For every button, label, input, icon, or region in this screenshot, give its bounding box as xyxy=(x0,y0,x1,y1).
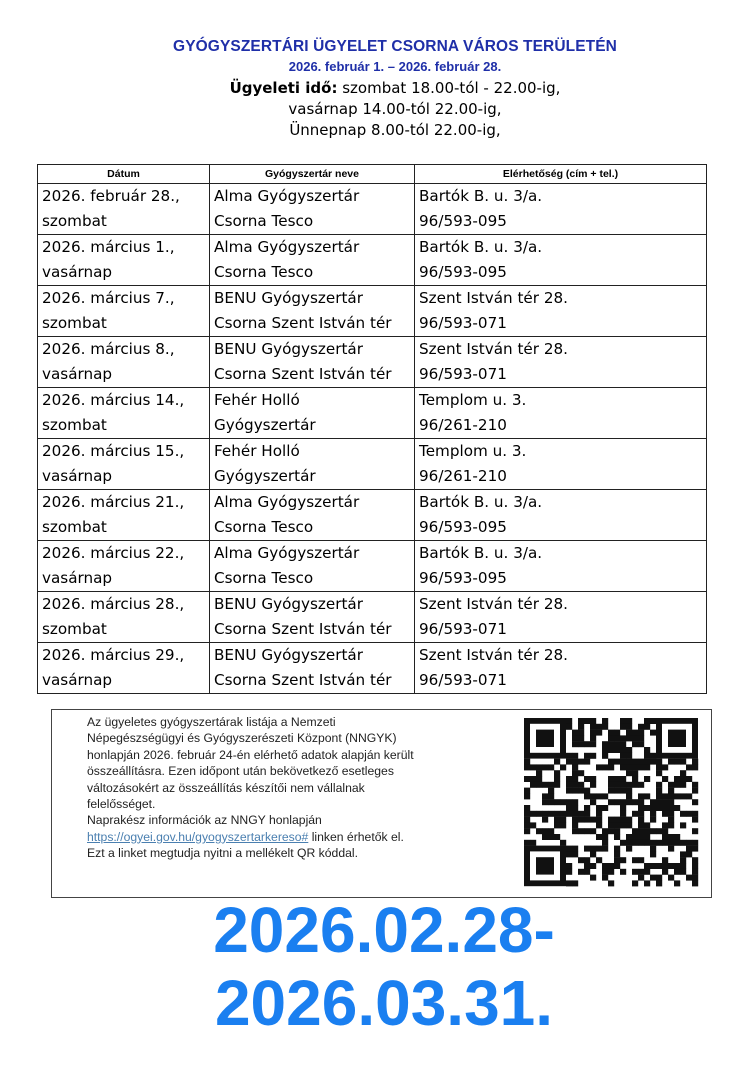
pharmacy-cell xyxy=(210,541,415,592)
duty-label: Ügyeleti idő: xyxy=(229,79,338,97)
document-header xyxy=(0,38,750,141)
duty-table xyxy=(37,164,707,694)
pharmacy-cell xyxy=(210,643,415,694)
date-cell xyxy=(38,388,210,439)
date-cell-line: 2026. március 22., xyxy=(42,544,185,562)
contact-cell xyxy=(415,439,707,490)
pharmacy-cell-line: BENU Gyógyszertár xyxy=(214,289,363,307)
page-title: GYÓGYSZERTÁRI ÜGYELET CSORNA VÁROS TERÜLETÉN xyxy=(173,38,617,55)
info-box xyxy=(51,709,712,898)
pharmacy-cell-line: Csorna Szent István tér xyxy=(214,620,392,638)
date-cell-line: vasárnap xyxy=(42,569,113,587)
contact-cell xyxy=(415,184,707,235)
contact-cell-line: Templom u. 3. xyxy=(419,442,527,460)
date-cell-line: szombat xyxy=(42,620,107,638)
date-cell-line: vasárnap xyxy=(42,365,113,383)
date-cell-line: 2026. március 15., xyxy=(42,442,185,460)
pharmacy-cell xyxy=(210,388,415,439)
pharmacy-cell-line: Csorna Tesco xyxy=(214,212,314,230)
pharmacy-cell-line: Csorna Szent István tér xyxy=(214,671,392,689)
table-row xyxy=(38,439,707,490)
pharmacy-cell-line: Csorna Tesco xyxy=(214,263,314,281)
contact-cell xyxy=(415,337,707,388)
pharmacy-cell xyxy=(210,286,415,337)
pharmacy-cell xyxy=(210,490,415,541)
date-cell-line: szombat xyxy=(42,518,107,536)
contact-cell xyxy=(415,235,707,286)
date-cell-line: 2026. március 8., xyxy=(42,340,175,358)
disclaimer-text xyxy=(87,714,497,862)
table-row xyxy=(38,388,707,439)
contact-cell-line: Szent István tér 28. xyxy=(419,340,568,358)
date-cell-line: 2026. március 29., xyxy=(42,646,185,664)
date-cell xyxy=(38,184,210,235)
table-row xyxy=(38,541,707,592)
date-cell-line: szombat xyxy=(42,212,107,230)
pharmacy-cell xyxy=(210,439,415,490)
duty-hours xyxy=(40,78,750,141)
date-cell xyxy=(38,592,210,643)
table-row xyxy=(38,337,707,388)
date-range-start: 2026.02.28- xyxy=(213,894,555,966)
pharmacy-cell-line: Alma Gyógyszertár xyxy=(214,544,360,562)
contact-cell-line: 96/261-210 xyxy=(419,416,507,434)
pharmacy-finder-link[interactable]: https://ogyei.gov.hu/gyogyszertarkereso# xyxy=(87,829,309,844)
date-cell-line: 2026. március 21., xyxy=(42,493,185,511)
contact-cell xyxy=(415,592,707,643)
contact-cell xyxy=(415,541,707,592)
duty-hours-line-1 xyxy=(40,78,750,99)
table-row xyxy=(38,643,707,694)
contact-cell-line: 96/593-095 xyxy=(419,518,507,536)
contact-cell-line: Bartók B. u. 3/a. xyxy=(419,187,543,205)
pharmacy-cell xyxy=(210,337,415,388)
note-line-link xyxy=(87,829,497,845)
link-suffix: linken érhetők el. xyxy=(308,829,404,844)
contact-cell-line: Templom u. 3. xyxy=(419,391,527,409)
pharmacy-cell-line: Csorna Szent István tér xyxy=(214,365,392,383)
note-line: változásokért az összeállítás készítői nem vállalnak xyxy=(87,780,365,795)
table-body xyxy=(38,184,707,694)
date-cell xyxy=(38,235,210,286)
pharmacy-cell xyxy=(210,592,415,643)
pharmacy-cell xyxy=(210,184,415,235)
pharmacy-cell-line: Alma Gyógyszertár xyxy=(214,187,360,205)
date-cell-line: 2026. március 1., xyxy=(42,238,175,256)
contact-cell-line: 96/593-095 xyxy=(419,569,507,587)
date-cell-line: vasárnap xyxy=(42,467,113,485)
duty-holiday: Ünnepnap 8.00-tól 22.00-ig, xyxy=(289,121,501,139)
contact-cell-line: Bartók B. u. 3/a. xyxy=(419,544,543,562)
date-cell-line: 2026. február 28., xyxy=(42,187,180,205)
date-cell-line: 2026. március 28., xyxy=(42,595,185,613)
pharmacy-cell-line: BENU Gyógyszertár xyxy=(214,646,363,664)
contact-cell-line: 96/593-095 xyxy=(419,263,507,281)
pharmacy-cell-line: Fehér Holló xyxy=(214,442,300,460)
date-cell-line: vasárnap xyxy=(42,671,113,689)
pharmacy-cell-line: Gyógyszertár xyxy=(214,416,316,434)
pharmacy-cell-line: Gyógyszertár xyxy=(214,467,316,485)
contact-cell-line: Szent István tér 28. xyxy=(419,289,568,307)
pharmacy-cell-line: Alma Gyógyszertár xyxy=(214,493,360,511)
column-header-contact: Elérhetőség (cím + tel.) xyxy=(415,165,707,184)
contact-cell xyxy=(415,643,707,694)
period-subtitle: 2026. február 1. – 2026. február 28. xyxy=(288,59,502,74)
table-header-row xyxy=(38,165,707,184)
date-cell xyxy=(38,541,210,592)
qr-code-icon xyxy=(512,712,708,895)
date-cell-line: szombat xyxy=(42,416,107,434)
date-cell-line: szombat xyxy=(42,314,107,332)
pharmacy-cell-line: BENU Gyógyszertár xyxy=(214,340,363,358)
contact-cell xyxy=(415,490,707,541)
contact-cell-line: 96/593-071 xyxy=(419,314,507,332)
date-cell-line: 2026. március 7., xyxy=(42,289,175,307)
date-cell xyxy=(38,286,210,337)
date-cell-line: 2026. március 14., xyxy=(42,391,185,409)
date-cell-line: vasárnap xyxy=(42,263,113,281)
contact-cell-line: 96/261-210 xyxy=(419,467,507,485)
table-row xyxy=(38,592,707,643)
duty-sunday: vasárnap 14.00-tól 22.00-ig, xyxy=(288,100,502,118)
pharmacy-cell-line: BENU Gyógyszertár xyxy=(214,595,363,613)
contact-cell-line: Bartók B. u. 3/a. xyxy=(419,238,543,256)
date-range-end: 2026.03.31. xyxy=(214,967,554,1039)
date-cell xyxy=(38,490,210,541)
contact-cell xyxy=(415,388,707,439)
pharmacy-cell-line: Alma Gyógyszertár xyxy=(214,238,360,256)
contact-cell-line: 96/593-071 xyxy=(419,620,507,638)
date-cell xyxy=(38,643,210,694)
contact-cell-line: Szent István tér 28. xyxy=(419,646,568,664)
table-row xyxy=(38,286,707,337)
column-header-pharmacy: Gyógyszertár neve xyxy=(210,165,415,184)
pharmacy-cell-line: Fehér Holló xyxy=(214,391,300,409)
contact-cell-line: 96/593-095 xyxy=(419,212,507,230)
contact-cell-line: Szent István tér 28. xyxy=(419,595,568,613)
date-cell xyxy=(38,337,210,388)
note-line: Naprakész információk az NNGY honlapján xyxy=(87,813,322,828)
pharmacy-cell-line: Csorna Tesco xyxy=(214,569,314,587)
note-line: Népegészségügyi és Gyógyszerészeti Központ (NNGYK) xyxy=(87,731,397,746)
pharmacy-cell-line: Csorna Tesco xyxy=(214,518,314,536)
duty-saturday: szombat 18.00-tól - 22.00-ig, xyxy=(337,79,561,97)
note-line: honlapján 2026. február 24-én elérhető adatok alapján került xyxy=(87,747,414,762)
contact-cell xyxy=(415,286,707,337)
contact-cell-line: 96/593-071 xyxy=(419,365,507,383)
note-line: felelősséget. xyxy=(87,797,156,812)
pharmacy-cell-line: Csorna Szent István tér xyxy=(214,314,392,332)
table-row xyxy=(38,184,707,235)
table-row xyxy=(38,490,707,541)
contact-cell-line: Bartók B. u. 3/a. xyxy=(419,493,543,511)
note-line: összeállításra. Ezen időpont után bekövetkező esetleges xyxy=(87,764,394,779)
table-row xyxy=(38,235,707,286)
note-line: Az ügyeletes gyógyszertárak listája a Nemzeti xyxy=(87,715,336,729)
column-header-date: Dátum xyxy=(38,165,210,184)
note-line: Ezt a linket megtudja nyitni a mellékelt QR kóddal. xyxy=(87,846,358,861)
contact-cell-line: 96/593-071 xyxy=(419,671,507,689)
pharmacy-cell xyxy=(210,235,415,286)
date-cell xyxy=(38,439,210,490)
